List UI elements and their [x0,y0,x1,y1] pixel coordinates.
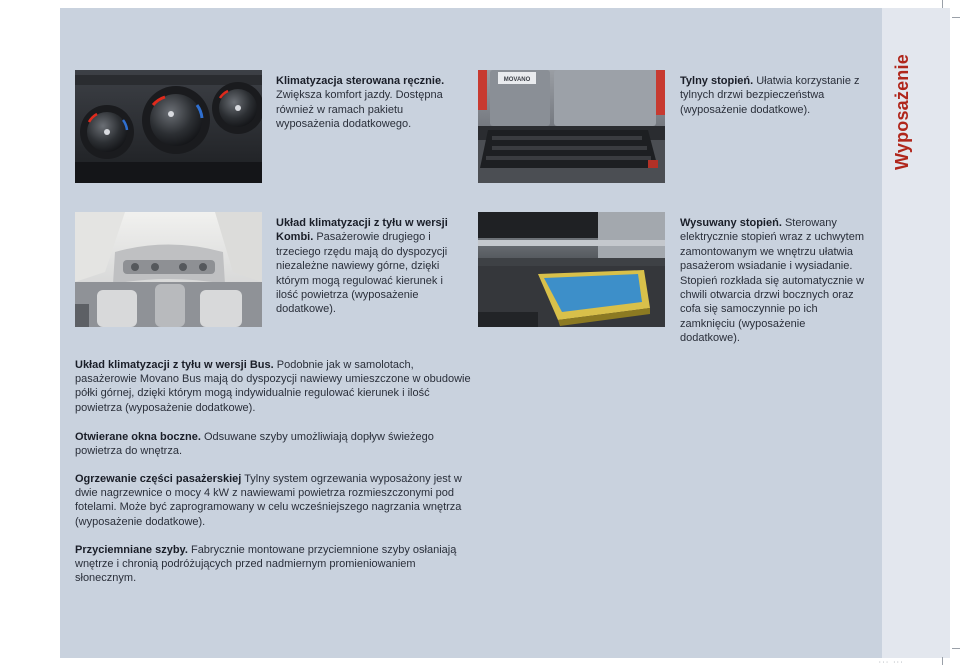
kombi-ac-title: Układ klimatyzacji z tyłu w wersji Kombi. [276,217,448,244]
climate-title: Klimatyzacja sterowana ręcznie. [276,75,445,87]
bus-ac-title: Układ klimatyzacji z tyłu w wersji Bus. [75,359,274,371]
crop-mark [952,648,960,649]
sliding-step-photo [478,212,665,327]
kombi-ac-photo [75,212,262,327]
bus-ac-text: Podobnie jak w samolotach, pasażerowie Movano Bus mają do dyspozycji nawiewy umieszczone w obudowie półki górnej, dzięki którym mogą indywidualnie regulować kierunek i ilość powietrza (wyposażenie dodatkowe). [75,359,471,414]
crop-mark [942,657,943,665]
sliding-step-caption [680,216,866,346]
heating-text: Tylny system ogrzewania wyposażony jest w dwie nagrzewnice o mocy 4 kW z nawiewami powietrza rozmieszczonymi pod fotelami. Może być zaprogramowany w celu wcześniejszego nagrzania wnętrza (wyposażenie dodatkowe). [75,473,462,528]
sliding-step-text: Sterowany elektrycznie stopień wraz z uchwytem zamontowanym we wnętrzu ułatwia pasażerom wsiadanie i wysiadanie. Stopień rozkłada się automatycznie w chwili otwarcia drzwi bocznych oraz cofa się samoczynnie po ich zamknięciu (wyposażenie dodatkowe). [680,217,865,345]
kombi-ac-caption [276,216,466,317]
windows-block [75,430,475,458]
heating-block [75,472,475,529]
bus-ac-block [75,358,475,415]
climate-control-photo [75,70,262,183]
windows-title: Otwierane okna boczne. [75,431,201,443]
van-badge: MOVANO [503,77,531,83]
windows-text: Odsuwane szyby umożliwiają dopływ świeżego powietrza do wnętrza. [75,431,434,458]
kombi-ac-text: Pasażerowie drugiego i trzeciego rzędu mają do dyspozycji niezależne nawiewy górne, dzięki którym mogą regulować kierunek i ilość powietrza (wyposażenie dodatkowe). [276,231,448,316]
print-mark: ··· ··· [878,659,904,666]
crop-mark [942,0,943,8]
tinted-block [75,543,475,586]
section-title: Wyposażenie [892,54,912,170]
tinted-text: Fabrycznie montowane przyciemnione szyby osłaniają wnętrze i chronią podróżujących przed nadmiernym promieniowaniem słonecznym. [75,544,457,585]
sliding-step-title: Wysuwany stopień. [680,217,782,229]
rear-step-title: Tylny stopień. [680,75,754,87]
tinted-title: Przyciemniane szyby. [75,544,188,556]
rear-step-text: Ułatwia korzystanie z tylnych drzwi bezpieczeństwa (wyposażenie dodatkowe). [680,75,860,116]
rear-step-photo [478,70,665,183]
rear-step-caption [680,74,860,117]
crop-mark [952,17,960,18]
climate-caption [276,74,461,132]
heating-title: Ogrzewanie części pasażerskiej [75,473,242,485]
climate-text: Zwiększa komfort jazdy. Dostępna również w ramach pakietu wyposażenia dodatkowego. [276,89,443,131]
